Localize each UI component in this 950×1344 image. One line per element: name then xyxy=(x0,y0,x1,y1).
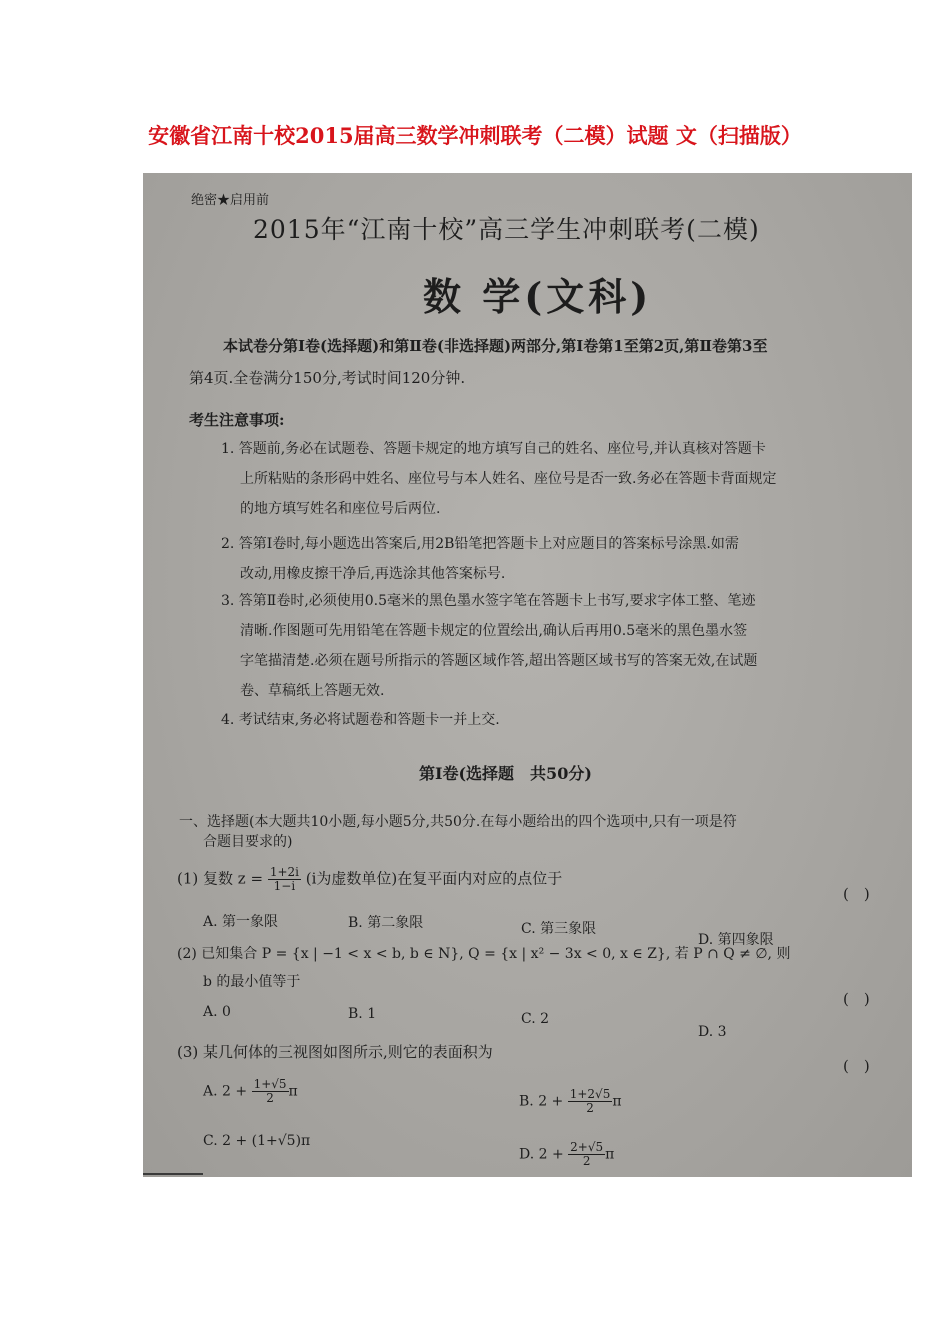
q3b-denominator: 2 xyxy=(586,1101,594,1115)
page-edge-line xyxy=(143,1173,203,1175)
notice-item-3-cont: 字笔描清楚.必须在题号所指示的答题区域作答,超出答题区域书写的答案无效,在试题 xyxy=(240,653,758,669)
intro-line-2: 第4页.全卷满分150分,考试时间120分钟. xyxy=(189,369,466,387)
question-2-stem-cont: b 的最小值等于 xyxy=(203,974,301,990)
notice-item-1: 1. 答题前,务必在试题卷、答题卡规定的地方填写自己的姓名、座位号,并认真核对答题卡 xyxy=(221,441,766,457)
q1-frac-numerator: 1+2i xyxy=(269,865,299,879)
q1-fraction xyxy=(268,866,301,893)
q3b-pre: B. 2 + xyxy=(519,1093,564,1110)
scanned-exam-page xyxy=(143,173,912,1177)
answer-paren: ( ) xyxy=(843,1057,870,1075)
q3d-numerator: 2+√5 xyxy=(570,1140,604,1154)
notice-item-4: 4. 考试结束,务必将试题卷和答题卡一并上交. xyxy=(221,712,500,728)
q3a-denominator: 2 xyxy=(266,1091,274,1105)
question-2-stem: (2) 已知集合 P = {x | −1 < x < b, b ∈ N}, Q = {x | x² − 3x < 0, x ∈ Z}, 若 P ∩ Q ≠ ∅, 则 xyxy=(177,946,791,962)
notice-item-3-cont: 清晰.作图题可先用铅笔在答题卡规定的位置绘出,确认后再用0.5毫米的黑色墨水签 xyxy=(240,623,748,639)
q3a-fraction xyxy=(252,1078,289,1105)
section1-instructions-cont: 合题目要求的) xyxy=(203,834,293,850)
section1-instructions: 一、选择题(本大题共10小题,每小题5分,共50分.在每小题给出的四个选项中,只有一项是符 xyxy=(179,814,737,830)
q1-stem-post: (i为虚数单位)在复平面内对应的点位于 xyxy=(305,869,563,888)
q3b-fraction xyxy=(568,1088,613,1115)
secret-label: 绝密★启用前 xyxy=(191,193,270,208)
q2-option-c: C. 2 xyxy=(521,1011,550,1027)
notice-item-2-cont: 改动,用橡皮擦干净后,再选涂其他答案标号. xyxy=(240,566,506,582)
question-1-stem xyxy=(177,866,562,893)
q3d-denominator: 2 xyxy=(582,1154,591,1168)
notice-item-2: 2. 答第Ⅰ卷时,每小题选出答案后,用2B铅笔把答题卡上对应题目的答案标号涂黑.如需 xyxy=(221,536,739,552)
intro-line-1: 本试卷分第Ⅰ卷(选择题)和第Ⅱ卷(非选择题)两部分,第Ⅰ卷第1至第2页,第Ⅱ卷第3至 xyxy=(223,337,768,355)
q3-option-a xyxy=(203,1078,298,1105)
notice-item-3-cont: 卷、草稿纸上答题无效. xyxy=(240,683,385,699)
notice-heading: 考生注意事项: xyxy=(189,411,285,429)
answer-paren: ( ) xyxy=(843,885,870,903)
pi-symbol: π xyxy=(605,1146,615,1163)
q1-option-c: C. 第三象限 xyxy=(521,921,597,937)
q2-option-a: A. 0 xyxy=(203,1004,231,1020)
q1-option-b: B. 第二象限 xyxy=(348,915,424,931)
notice-item-1-cont: 的地方填写姓名和座位号后两位. xyxy=(240,501,441,517)
q3a-numerator: 1+√5 xyxy=(253,1077,287,1091)
document-title: 安徽省江南十校2015届高三数学冲刺联考（二模）试题 文（扫描版） xyxy=(148,123,802,148)
q3-option-d xyxy=(519,1141,614,1168)
q3-option-c: C. 2 + (1+√5)π xyxy=(203,1133,311,1149)
subject-title: 数 学(文科) xyxy=(423,274,653,319)
notice-item-1-cont: 上所粘贴的条形码中姓名、座位号与本人姓名、座位号是否一致.务必在答题卡背面规定 xyxy=(240,471,777,487)
q3d-pre: D. 2 + xyxy=(519,1146,564,1163)
part1-heading: 第Ⅰ卷(选择题 共50分) xyxy=(419,764,592,783)
notice-item-3: 3. 答第Ⅱ卷时,必须使用0.5毫米的黑色墨水签字笔在答题卡上书写,要求字体工整、笔迹 xyxy=(221,593,756,609)
q3a-pre: A. 2 + xyxy=(203,1083,248,1100)
q2-option-d: D. 3 xyxy=(698,1024,727,1040)
q3b-numerator: 1+2√5 xyxy=(569,1087,611,1101)
q1-option-d: D. 第四象限 xyxy=(698,932,774,948)
question-3-stem: (3) 某几何体的三视图如图所示,则它的表面积为 xyxy=(177,1043,493,1061)
answer-paren: ( ) xyxy=(843,990,870,1008)
q3-option-b xyxy=(519,1088,622,1115)
q2-option-b: B. 1 xyxy=(348,1006,377,1022)
pi-symbol: π xyxy=(288,1083,298,1100)
pi-symbol: π xyxy=(612,1093,622,1110)
exam-title: 2015年“江南十校”高三学生冲刺联考(二模) xyxy=(253,215,760,244)
q1-option-a: A. 第一象限 xyxy=(203,914,279,930)
q3d-fraction xyxy=(568,1141,605,1168)
q1-stem-pre: (1) 复数 z = xyxy=(177,869,264,888)
q1-frac-denominator: 1−i xyxy=(273,879,296,893)
